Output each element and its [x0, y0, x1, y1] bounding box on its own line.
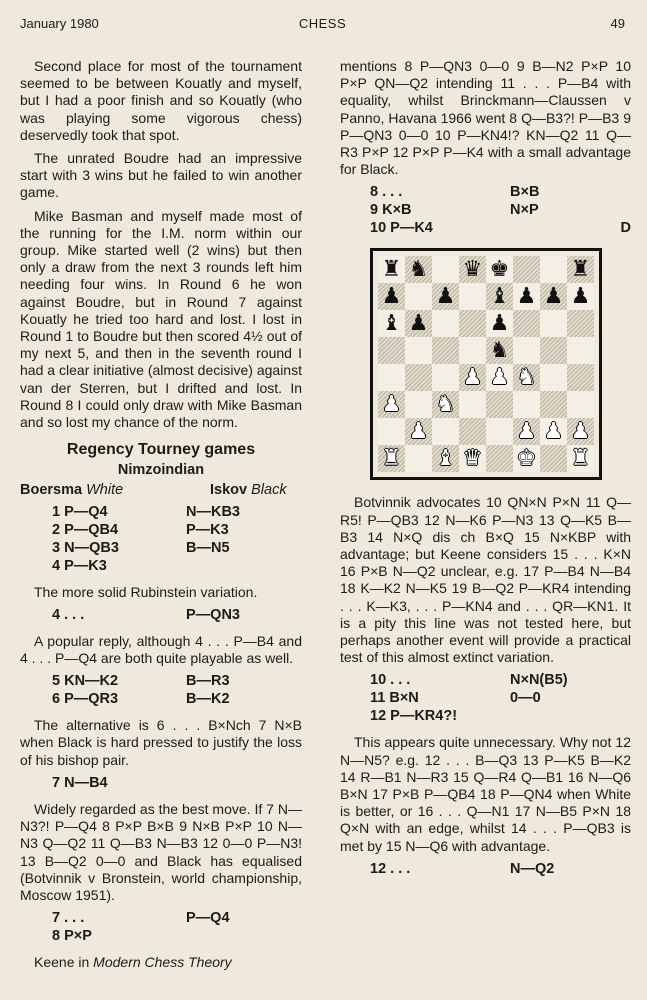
move-row: 5 KN—K2 B—R3: [52, 673, 230, 690]
square-g3: [540, 391, 567, 418]
square-b3: [405, 391, 432, 418]
move-row: 12 P—KR4?!: [370, 708, 458, 725]
move-list: [20, 504, 302, 576]
black-bishop-icon: ♝: [378, 310, 405, 337]
book-title: Modern Chess Theory: [93, 954, 232, 971]
white-pawn-icon: ♟: [486, 364, 513, 391]
square-b4: [405, 364, 432, 391]
paragraph: The unrated Boudre had an impressive start with 3 wins but he failed to win another game.: [20, 150, 302, 201]
board-grid: [378, 256, 594, 472]
square-e2: [486, 418, 513, 445]
move-row: 10 P—K4 D: [370, 220, 631, 237]
black-pawn-icon: ♟: [405, 310, 432, 337]
black-bishop-icon: ♝: [486, 283, 513, 310]
square-b1: [405, 445, 432, 472]
move-row: 3 N—QB3 B—N5: [52, 539, 230, 556]
square-c6: [432, 310, 459, 337]
players-line: [20, 482, 302, 500]
black-knight-icon: ♞: [405, 256, 432, 283]
move-list: [20, 607, 302, 625]
move-row: 4 P—K3: [52, 557, 107, 574]
white-rook-icon: ♜: [378, 445, 405, 472]
square-c4: [432, 364, 459, 391]
move-list: [20, 775, 302, 793]
white-knight-icon: ♞: [513, 364, 540, 391]
paragraph: mentions 8 P—QN3 0—0 9 B—N2 P×P 10 P×P QN—Q2 intending 11 . . . P—B4 with equality, whilst Brinckmann—Claussen v Panno, Havana 1966 went 8 Q—B3?! P—B3 9 P—QN3 0—0 10 P—KN4!? KN—Q2 11 Q—R3 P×P 12 P×P P—K4 with a small advantage for Black.: [340, 58, 631, 178]
white-queen-icon: ♛: [459, 445, 486, 472]
section-title: Regency Tourney games: [66, 441, 256, 459]
issue-date: January 1980: [20, 16, 99, 31]
black-king-icon: ♚: [486, 256, 513, 283]
white-king-icon: ♚: [513, 445, 540, 472]
square-d7: [459, 283, 486, 310]
square-g6: [540, 310, 567, 337]
move-row: 8 P×P: [52, 928, 92, 945]
move-row: 7 N—B4: [52, 774, 108, 791]
move-row: 4 . . . P—QN3: [52, 606, 240, 623]
square-c2: [432, 418, 459, 445]
square-a2: [378, 418, 405, 445]
white-pawn-icon: ♟: [513, 418, 540, 445]
square-a4: [378, 364, 405, 391]
move-row: 12 . . . N—Q2: [370, 860, 555, 877]
move-list: [340, 861, 631, 879]
page-header: [20, 16, 625, 40]
square-h6: [567, 310, 594, 337]
white-pawn-icon: ♟: [405, 418, 432, 445]
move-row: 6 P—QR3 B—K2: [52, 691, 230, 708]
square-e1: [486, 445, 513, 472]
move-list: [340, 184, 631, 238]
white-pawn-icon: ♟: [567, 418, 594, 445]
square-b7: [405, 283, 432, 310]
opening-name: Nimzoindian: [117, 462, 205, 479]
move-row: 11 B×N 0—0: [370, 690, 541, 707]
white-pawn-icon: ♟: [540, 418, 567, 445]
move-row: 9 K×B N×P: [370, 202, 539, 219]
black-pawn-icon: ♟: [432, 283, 459, 310]
comment: Keene in Modern Chess Theory: [34, 954, 232, 971]
move-row: 8 . . . B×B: [370, 184, 540, 201]
paragraph: Second place for most of the tournament seemed to be between Kouatly and myself, but I had a poor finish and so Kouatly (who was playing some vigorous chess) deservedly took that spot.: [20, 58, 302, 143]
white-pawn-icon: ♟: [459, 364, 486, 391]
square-d6: [459, 310, 486, 337]
move-list: [20, 910, 302, 946]
square-f3: [513, 391, 540, 418]
square-f5: [513, 337, 540, 364]
black-pawn-icon: ♟: [486, 310, 513, 337]
square-f6: [513, 310, 540, 337]
right-column: [340, 58, 631, 887]
comment: The more solid Rubinstein variation.: [34, 583, 258, 600]
square-b5: [405, 337, 432, 364]
square-c5: [432, 337, 459, 364]
paragraph: This appears quite unnecessary. Why not 12 N—N5? e.g. 12 . . . B—Q3 13 P—K5 B—K2 14 R—B1 N—R3 15 Q—R4 Q—B1 16 N—Q6 B×N 17 P×B P—QB4 18 P—QN4 when White is better, or 16 . . . Q—N1 17 N—B5 P×N 18 Q×N with an edge, whilst 14 . . . P—QB3 is met by 15 N—Q6 with advantage.: [340, 734, 631, 854]
black-pawn-icon: ♟: [378, 283, 405, 310]
chess-diagram: [370, 248, 602, 480]
move-list: [340, 672, 631, 726]
square-a5: [378, 337, 405, 364]
black-knight-icon: ♞: [486, 337, 513, 364]
paragraph: Mike Basman and myself made most of the running for the I.M. norm within our group. Mike started well (2 wins) but then only a draw from the next 3 rounds left him needing four wins. In Round 6 he won against Boudre, but in Round 7 against Kouatly he tried too hard and lost. I lost in Round 1 to Boudre but then scored 4½ out of my next 5, and then in the seventh round I had a clear initiative (almost decisive) against van der Sterren, but I drifted and lost. In Round 8 I could only draw with Mike Basman and so lost my chance of the norm.: [20, 207, 302, 431]
white-knight-icon: ♞: [432, 391, 459, 418]
black-pawn-icon: ♟: [540, 283, 567, 310]
move-row: 2 P—QB4 P—K3: [52, 521, 229, 538]
comment: A popular reply, although 4 . . . P—B4 and 4 . . . P—Q4 are both quite playable as well.: [20, 632, 302, 667]
left-column: [20, 58, 302, 977]
square-e3: [486, 391, 513, 418]
white-rook-icon: ♜: [567, 445, 594, 472]
square-f8: [513, 256, 540, 283]
move-row: 1 P—Q4 N—KB3: [52, 503, 240, 520]
comment: Widely regarded as the best move. If 7 N—N3?! P—Q4 8 P×P B×B 9 N×B P×P 10 N—N3 Q—Q2 11 Q—B3 N—B3 12 0—0 P—N3! 13 B—Q2 0—0 and Black has equalised (Botvinnik v Bronstein, world championship, Moscow 1951).: [20, 800, 302, 903]
square-d2: [459, 418, 486, 445]
square-h4: [567, 364, 594, 391]
comment: The alternative is 6 . . . B×Nch 7 N×B when Black is hard pressed to justify the loss of his bishop pair.: [20, 717, 302, 768]
square-d5: [459, 337, 486, 364]
white-player: Boersma White: [20, 481, 124, 498]
move-row: 10 . . . N×N(B5): [370, 672, 568, 689]
move-list: [20, 673, 302, 709]
square-h3: [567, 391, 594, 418]
black-pawn-icon: ♟: [567, 283, 594, 310]
diagram-marker: D: [620, 220, 631, 237]
white-bishop-icon: ♝: [432, 445, 459, 472]
square-c8: [432, 256, 459, 283]
square-g5: [540, 337, 567, 364]
white-pawn-icon: ♟: [378, 391, 405, 418]
square-g1: [540, 445, 567, 472]
magazine-title: CHESS: [298, 16, 347, 31]
black-pawn-icon: ♟: [513, 283, 540, 310]
square-d3: [459, 391, 486, 418]
black-player: Iskov Black: [210, 481, 287, 498]
square-g4: [540, 364, 567, 391]
square-h5: [567, 337, 594, 364]
black-rook-icon: ♜: [567, 256, 594, 283]
black-queen-icon: ♛: [459, 256, 486, 283]
square-g8: [540, 256, 567, 283]
black-rook-icon: ♜: [378, 256, 405, 283]
paragraph: Botvinnik advocates 10 QN×N P×N 11 Q—R5! P—QB3 12 N—K6 P—N3 13 Q—K5 B—B3 14 N×Q dis ch B×Q 15 N×KBP with advantage; but Keene considers 15 . . . K×N 16 P×B N—Q2 unclear, e.g. 17 P—B4 N—B4 18 K—K2 N—K5 19 B—Q2 P—KR4 intending . . . K—K3, . . . P—KN4 and . . . QR—KN1. It is a pity this line was not tested here, but perhaps another event will provide a practical test of this almost extinct variation.: [340, 494, 631, 666]
page-number: 49: [610, 16, 625, 31]
move-row: 7 . . . P—Q4: [52, 910, 230, 927]
